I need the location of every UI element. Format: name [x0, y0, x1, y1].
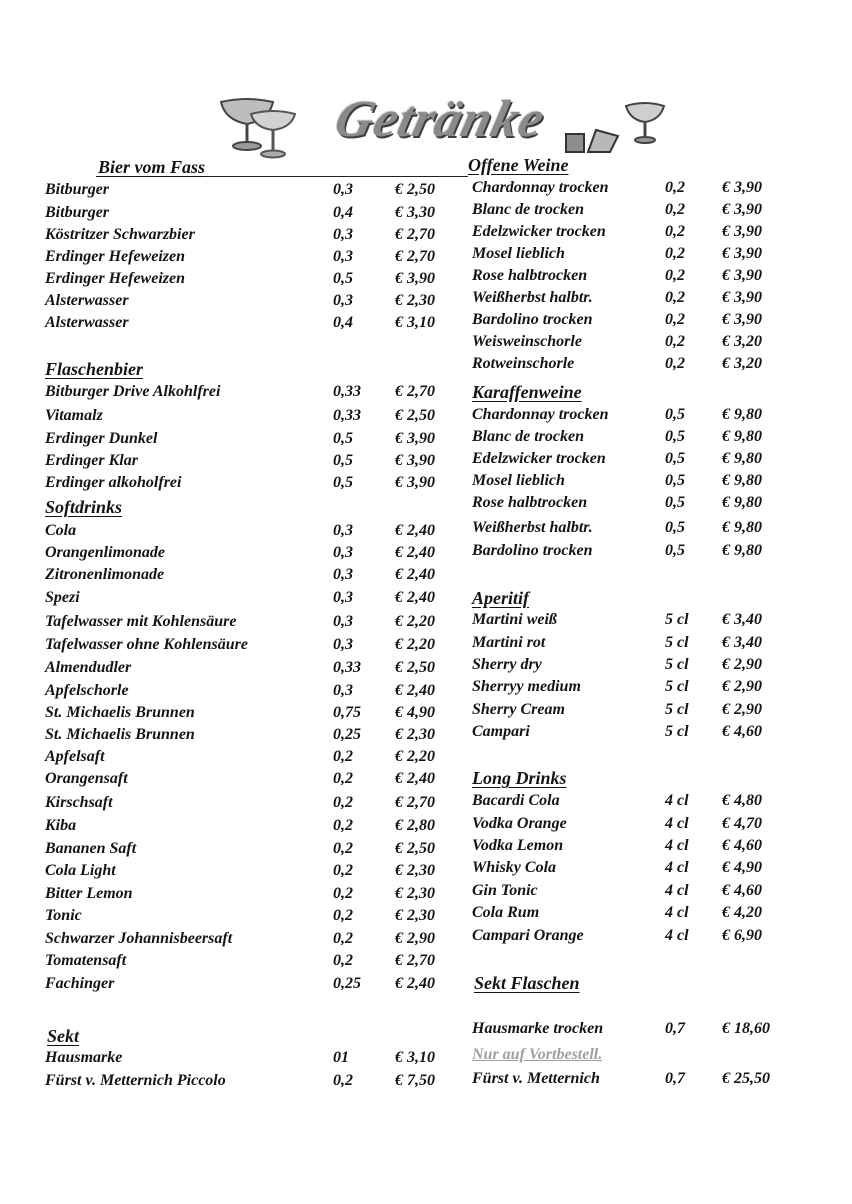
item-price: € 2,20: [395, 613, 435, 630]
menu-item-row: [472, 333, 792, 355]
item-price: € 2,50: [395, 181, 435, 198]
item-price: € 2,70: [395, 952, 435, 969]
item-price: € 3,90: [722, 179, 762, 196]
item-size: 4 cl: [665, 904, 689, 921]
menu-item-row: [472, 450, 792, 472]
item-price: € 3,90: [395, 270, 435, 287]
item-price: € 4,80: [722, 792, 762, 809]
item-size: 0,2: [333, 885, 353, 902]
item-name: Alsterwasser: [45, 292, 129, 309]
item-size: 5 cl: [665, 723, 689, 740]
menu-item-row: [45, 544, 455, 566]
item-name: Edelzwicker trocken: [472, 223, 606, 240]
item-name: Campari Orange: [472, 927, 584, 944]
item-size: 0,2: [665, 311, 685, 328]
item-name: Orangensaft: [45, 770, 128, 787]
item-size: 0,2: [333, 907, 353, 924]
item-name: Blanc de trocken: [472, 201, 584, 218]
item-name: Bardolino trocken: [472, 542, 593, 559]
item-size: 0,5: [665, 428, 685, 445]
item-size: 0,4: [333, 204, 353, 221]
menu-item-row: [472, 927, 792, 949]
menu-item-row: [45, 522, 455, 544]
menu-item-row: [45, 704, 455, 726]
item-name: Schwarzer Johannisbeersaft: [45, 930, 233, 947]
item-price: € 2,40: [395, 589, 435, 606]
menu-item-row: [472, 882, 792, 904]
item-size: 5 cl: [665, 701, 689, 718]
menu-item-row: [45, 840, 455, 862]
item-name: Tonic: [45, 907, 82, 924]
menu-item-row: [45, 885, 455, 907]
menu-item-row: [45, 430, 455, 452]
item-size: 0,3: [333, 682, 353, 699]
menu-item-row: [45, 314, 455, 336]
item-price: € 9,80: [722, 472, 762, 489]
item-name: Cola Rum: [472, 904, 540, 921]
item-name: Mosel lieblich: [472, 245, 565, 262]
item-name: St. Michaelis Brunnen: [45, 704, 195, 721]
item-price: € 3,90: [722, 223, 762, 240]
menu-item-row: [472, 837, 792, 859]
menu-item-row: [45, 181, 455, 203]
section-heading: Karaffenweine: [472, 382, 582, 402]
item-size: 0,75: [333, 704, 361, 721]
item-size: 0,2: [333, 817, 353, 834]
menu-item-row: [472, 267, 792, 289]
item-price: € 2,50: [395, 407, 435, 424]
menu-item-row: [45, 1072, 455, 1094]
item-price: € 2,70: [395, 248, 435, 265]
menu-item-row: [45, 862, 455, 884]
menu-item-row: [45, 383, 455, 405]
item-price: € 3,20: [722, 333, 762, 350]
item-price: € 7,50: [395, 1072, 435, 1089]
menu-item-row: [45, 748, 455, 770]
menu-item-row: [472, 1046, 792, 1068]
item-name: Rose halbtrocken: [472, 267, 588, 284]
item-price: € 2,90: [722, 656, 762, 673]
menu-item-row: [472, 634, 792, 656]
item-size: 0,3: [333, 248, 353, 265]
item-price: € 2,90: [722, 701, 762, 718]
menu-item-row: [45, 613, 455, 635]
item-size: 0,2: [665, 223, 685, 240]
item-price: € 4,60: [722, 723, 762, 740]
menu-item-row: [472, 472, 792, 494]
item-name: Orangenlimonade: [45, 544, 166, 561]
menu-item-row: [45, 726, 455, 748]
section-heading: Bier vom Fass: [98, 157, 206, 177]
menu-item-row: [472, 701, 792, 723]
preorder-note: Nur auf Vortbestell.: [472, 1046, 603, 1063]
item-name: Vitamalz: [45, 407, 103, 424]
menu-item-row: [472, 179, 792, 201]
item-name: Vodka Orange: [472, 815, 567, 832]
item-price: € 2,30: [395, 292, 435, 309]
item-name: Spezi: [45, 589, 80, 606]
item-name: Alsterwasser: [45, 314, 129, 331]
item-size: 0,2: [333, 930, 353, 947]
item-name: Hausmarke trocken: [472, 1020, 604, 1037]
menu-item-row: [472, 611, 792, 633]
item-name: Mosel lieblich: [472, 472, 565, 489]
item-name: Köstritzer Schwarzbier: [45, 226, 195, 243]
menu-item-row: [45, 270, 455, 292]
item-price: € 4,60: [722, 837, 762, 854]
item-price: € 2,40: [395, 975, 435, 992]
item-price: € 2,40: [395, 522, 435, 539]
menu-item-row: [45, 292, 455, 314]
menu-item-row: [472, 678, 792, 700]
menu-item-row: [472, 201, 792, 223]
item-size: 0,3: [333, 522, 353, 539]
item-size: 0,25: [333, 975, 361, 992]
item-price: € 3,90: [395, 474, 435, 491]
menu-item-row: [472, 904, 792, 926]
item-name: Sherryy medium: [472, 678, 581, 695]
item-size: 5 cl: [665, 634, 689, 651]
menu-item-row: [45, 474, 455, 496]
item-price: € 3,40: [722, 634, 762, 651]
item-name: Fürst v. Metternich: [472, 1070, 600, 1087]
item-size: 01: [333, 1049, 349, 1066]
menu-title-banner: [215, 86, 675, 162]
item-price: € 4,90: [722, 859, 762, 876]
menu-item-row: [472, 245, 792, 267]
item-price: € 9,80: [722, 494, 762, 511]
item-size: 0,33: [333, 383, 361, 400]
item-name: Apfelsaft: [45, 748, 105, 765]
item-size: 4 cl: [665, 792, 689, 809]
item-size: 0,5: [333, 474, 353, 491]
item-price: € 9,80: [722, 406, 762, 423]
item-size: 4 cl: [665, 859, 689, 876]
item-name: Bitburger Drive Alkohlfrei: [45, 383, 221, 400]
item-size: 0,5: [333, 270, 353, 287]
item-size: 0,4: [333, 314, 353, 331]
section-heading: Flaschenbier: [45, 359, 144, 379]
item-size: 0,2: [665, 179, 685, 196]
item-size: 0,2: [665, 333, 685, 350]
item-name: Bananen Saft: [45, 840, 137, 857]
item-price: € 2,90: [395, 930, 435, 947]
menu-item-row: [45, 566, 455, 588]
item-name: Rotweinschorle: [472, 355, 575, 372]
item-price: € 2,80: [395, 817, 435, 834]
menu-item-row: [472, 1020, 792, 1042]
menu-item-row: [45, 589, 455, 611]
menu-item-row: [472, 494, 792, 516]
item-price: € 2,20: [395, 636, 435, 653]
item-price: € 3,90: [722, 311, 762, 328]
item-price: € 3,90: [722, 201, 762, 218]
item-name: Sherry Cream: [472, 701, 565, 718]
item-price: € 3,40: [722, 611, 762, 628]
page-title: Getränke: [329, 91, 551, 148]
item-size: 0,25: [333, 726, 361, 743]
item-name: Weißherbst halbtr.: [472, 519, 593, 536]
item-size: 0,3: [333, 636, 353, 653]
item-size: 0,3: [333, 589, 353, 606]
menu-item-row: [472, 311, 792, 333]
menu-item-row: [45, 952, 455, 974]
menu-item-row: [472, 428, 792, 450]
item-price: € 3,90: [395, 452, 435, 469]
item-price: € 2,30: [395, 726, 435, 743]
item-size: 0,2: [665, 267, 685, 284]
item-size: 4 cl: [665, 927, 689, 944]
item-price: € 9,80: [722, 519, 762, 536]
item-size: 0,33: [333, 407, 361, 424]
menu-item-row: [472, 406, 792, 428]
item-price: € 2,40: [395, 770, 435, 787]
item-name: Whisky Cola: [472, 859, 557, 876]
item-name: Cola: [45, 522, 77, 539]
item-name: Tomatensaft: [45, 952, 127, 969]
item-size: 0,2: [665, 245, 685, 262]
item-name: Martini weiß: [472, 611, 557, 628]
item-name: Cola Light: [45, 862, 116, 879]
item-size: 0,2: [665, 355, 685, 372]
item-size: 0,5: [665, 542, 685, 559]
item-name: Bitter Lemon: [45, 885, 133, 902]
menu-item-row: [472, 859, 792, 881]
item-price: € 25,50: [722, 1070, 770, 1087]
item-size: 0,5: [333, 452, 353, 469]
item-size: 0,5: [665, 406, 685, 423]
menu-item-row: [45, 817, 455, 839]
item-size: 0,3: [333, 226, 353, 243]
item-price: € 2,90: [722, 678, 762, 695]
item-size: 5 cl: [665, 611, 689, 628]
menu-item-row: [45, 1049, 455, 1071]
section-heading: Aperitif: [472, 588, 529, 608]
item-name: Weisweinschorle: [472, 333, 582, 350]
menu-item-row: [472, 1070, 792, 1092]
menu-item-row: [45, 907, 455, 929]
item-size: 4 cl: [665, 837, 689, 854]
menu-item-row: [45, 794, 455, 816]
menu-item-row: [472, 542, 792, 564]
item-price: € 2,50: [395, 659, 435, 676]
item-name: Kiba: [45, 817, 77, 834]
item-size: 0,5: [333, 430, 353, 447]
item-name: Apfelschorle: [45, 682, 129, 699]
item-name: Chardonnay trocken: [472, 179, 609, 196]
item-price: € 2,70: [395, 383, 435, 400]
menu-item-row: [45, 248, 455, 270]
item-size: 0,2: [333, 794, 353, 811]
menu-item-row: [45, 770, 455, 792]
item-size: 0,3: [333, 292, 353, 309]
item-size: 0,5: [665, 494, 685, 511]
menu-item-row: [472, 792, 792, 814]
item-name: Kirschsaft: [45, 794, 113, 811]
item-size: 0,2: [333, 770, 353, 787]
item-size: 0,2: [665, 289, 685, 306]
menu-item-row: [472, 223, 792, 245]
item-price: € 3,90: [722, 245, 762, 262]
item-size: 0,2: [333, 952, 353, 969]
item-price: € 2,30: [395, 862, 435, 879]
item-name: Bitburger: [45, 181, 110, 198]
item-name: Gin Tonic: [472, 882, 538, 899]
menu-item-row: [45, 226, 455, 248]
item-size: 0,2: [665, 201, 685, 218]
section-heading: Sekt: [47, 1026, 80, 1046]
item-price: € 2,70: [395, 794, 435, 811]
item-name: Edelzwicker trocken: [472, 450, 606, 467]
menu-item-row: [472, 519, 792, 541]
item-price: € 3,10: [395, 1049, 435, 1066]
item-size: 0,5: [665, 450, 685, 467]
item-size: 0,7: [665, 1070, 685, 1087]
item-size: 0,3: [333, 544, 353, 561]
item-name: Hausmarke: [45, 1049, 123, 1066]
menu-item-row: [45, 636, 455, 658]
item-name: Weißherbst halbtr.: [472, 289, 593, 306]
item-price: € 4,70: [722, 815, 762, 832]
item-name: Campari: [472, 723, 530, 740]
item-size: 0,3: [333, 613, 353, 630]
item-size: 0,7: [665, 1020, 685, 1037]
item-price: € 3,10: [395, 314, 435, 331]
item-size: 0,2: [333, 1072, 353, 1089]
item-name: Erdinger Dunkel: [45, 430, 158, 447]
item-name: Erdinger Hefeweizen: [45, 270, 185, 287]
brandy-glass-icon: [620, 100, 670, 144]
menu-item-row: [45, 930, 455, 952]
item-name: Almendudler: [45, 659, 132, 676]
section-heading: Softdrinks: [45, 497, 123, 517]
item-price: € 4,60: [722, 882, 762, 899]
item-name: Erdinger Klar: [45, 452, 138, 469]
item-price: € 3,90: [722, 289, 762, 306]
item-name: Erdinger alkoholfrei: [45, 474, 182, 491]
item-price: € 6,90: [722, 927, 762, 944]
item-name: Chardonnay trocken: [472, 406, 609, 423]
item-size: 0,2: [333, 862, 353, 879]
menu-item-row: [472, 815, 792, 837]
item-price: € 2,40: [395, 566, 435, 583]
section-heading: Sekt Flaschen: [474, 973, 580, 993]
item-price: € 2,50: [395, 840, 435, 857]
section-heading: Long Drinks: [472, 768, 567, 788]
item-price: € 4,90: [395, 704, 435, 721]
menu-item-row: [45, 204, 455, 226]
item-size: 0,2: [333, 748, 353, 765]
item-size: 0,5: [665, 519, 685, 536]
item-name: Fachinger: [45, 975, 115, 992]
item-price: € 2,40: [395, 544, 435, 561]
item-size: 0,3: [333, 181, 353, 198]
item-size: 0,5: [665, 472, 685, 489]
item-price: € 18,60: [722, 1020, 770, 1037]
cocktail-shaker-icon: [560, 116, 624, 156]
item-name: Martini rot: [472, 634, 546, 651]
item-size: 0,2: [333, 840, 353, 857]
item-name: Tafelwasser ohne Kohlensäure: [45, 636, 248, 653]
item-size: 5 cl: [665, 656, 689, 673]
item-price: € 9,80: [722, 428, 762, 445]
item-price: € 4,20: [722, 904, 762, 921]
item-price: € 2,40: [395, 682, 435, 699]
menu-item-row: [45, 975, 455, 997]
menu-item-row: [45, 659, 455, 681]
item-size: 4 cl: [665, 815, 689, 832]
item-name: Tafelwasser mit Kohlensäure: [45, 613, 237, 630]
menu-item-row: [45, 452, 455, 474]
item-price: € 2,30: [395, 907, 435, 924]
item-price: € 3,20: [722, 355, 762, 372]
item-name: Blanc de trocken: [472, 428, 584, 445]
item-name: Bitburger: [45, 204, 110, 221]
item-name: St. Michaelis Brunnen: [45, 726, 195, 743]
item-price: € 3,90: [395, 430, 435, 447]
item-name: Fürst v. Metternich Piccolo: [45, 1072, 226, 1089]
menu-item-row: [45, 682, 455, 704]
item-size: 0,3: [333, 566, 353, 583]
item-name: Rose halbtrocken: [472, 494, 588, 511]
menu-item-row: [45, 407, 455, 429]
item-name: Bacardi Cola: [472, 792, 560, 809]
menu-item-row: [472, 355, 792, 377]
item-name: Vodka Lemon: [472, 837, 564, 854]
menu-item-row: [472, 723, 792, 745]
section-heading: Offene Weine: [468, 155, 569, 175]
item-name: Zitronenlimonade: [45, 566, 165, 583]
item-price: € 3,90: [722, 267, 762, 284]
item-price: € 9,80: [722, 542, 762, 559]
item-price: € 9,80: [722, 450, 762, 467]
item-price: € 2,70: [395, 226, 435, 243]
item-size: 5 cl: [665, 678, 689, 695]
item-name: Sherry dry: [472, 656, 542, 673]
menu-item-row: [472, 289, 792, 311]
menu-item-row: [472, 656, 792, 678]
item-name: Erdinger Hefeweizen: [45, 248, 185, 265]
item-size: 0,33: [333, 659, 361, 676]
item-price: € 2,30: [395, 885, 435, 902]
item-size: 4 cl: [665, 882, 689, 899]
item-name: Bardolino trocken: [472, 311, 593, 328]
item-price: € 3,30: [395, 204, 435, 221]
item-price: € 2,20: [395, 748, 435, 765]
